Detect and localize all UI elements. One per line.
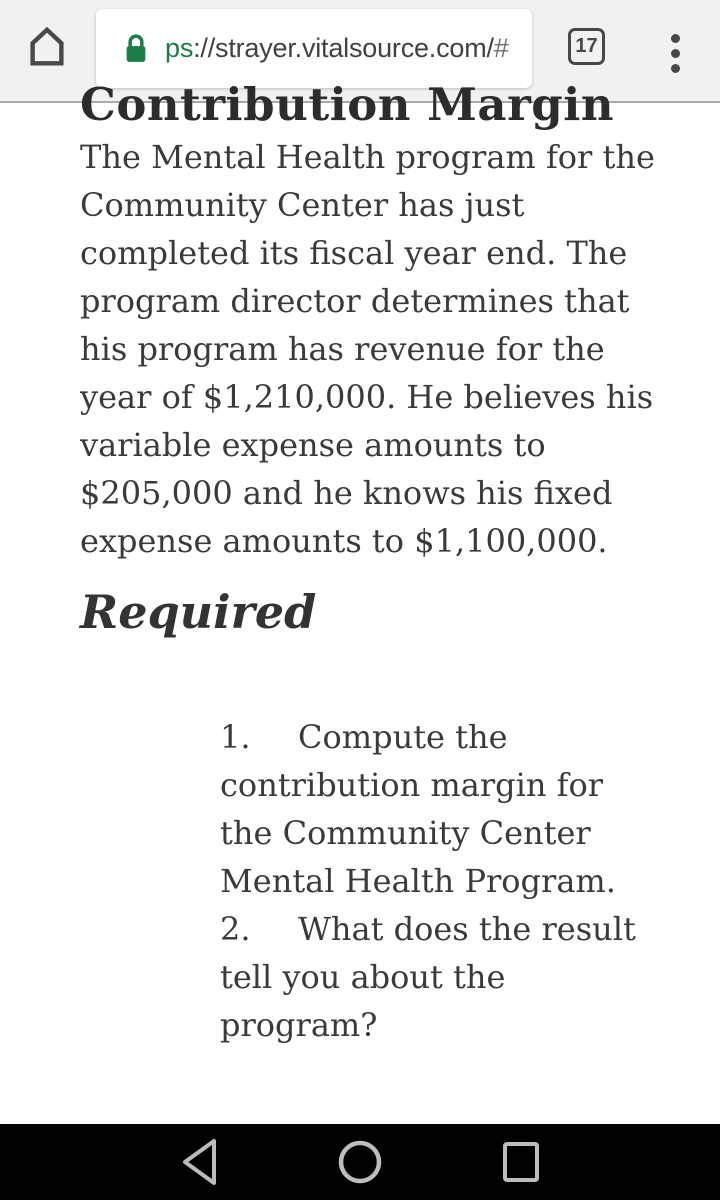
tab-count: 17 — [575, 35, 598, 57]
paragraph-line: variable expense amounts to — [80, 426, 546, 464]
recents-square-icon — [499, 1171, 543, 1188]
paragraph-line: completed its fiscal year end. The — [80, 234, 628, 272]
tab-switcher-button[interactable] — [568, 28, 605, 65]
page-title: Contribution Margin — [80, 78, 615, 131]
question-line: tell you about the — [220, 958, 506, 996]
paragraph-line: year of $1,210,000. He believes his — [80, 378, 654, 416]
question-line: Mental Health Program. — [220, 862, 616, 900]
paragraph-line: The Mental Health program for the — [80, 138, 655, 176]
url-host-path: ://strayer.vitalsource.com/ — [193, 33, 494, 63]
clipped-heading-window — [80, 78, 720, 131]
question-item — [220, 713, 720, 905]
recent-apps-button[interactable] — [499, 1140, 543, 1189]
overflow-menu-button[interactable] — [664, 28, 686, 78]
problem-paragraph — [80, 133, 720, 565]
question-number: 1. — [220, 718, 251, 756]
page-content — [0, 78, 720, 1124]
url-fragment: # — [493, 33, 509, 63]
home-button[interactable] — [22, 22, 72, 76]
home-circle-icon — [336, 1173, 384, 1190]
secure-lock-icon — [122, 32, 150, 66]
question-list — [220, 713, 720, 1049]
url-scheme: ps — [165, 33, 194, 63]
paragraph-line: Community Center has just — [80, 186, 525, 224]
question-line: contribution margin for — [220, 766, 604, 804]
question-line: the Community Center — [220, 814, 591, 852]
paragraph-line: $205,000 and he knows his fixed — [80, 474, 613, 512]
question-text: Compute the — [298, 718, 508, 756]
question-number: 2. — [220, 910, 251, 948]
paragraph-line: program director determines that — [80, 282, 630, 320]
question-text: What does the result — [298, 910, 636, 948]
url-bar[interactable] — [96, 9, 532, 88]
paragraph-line: expense amounts to $1,100,000. — [80, 522, 608, 560]
menu-dot-icon — [671, 34, 680, 43]
paragraph-line: his program has revenue for the — [80, 330, 605, 368]
menu-dot-icon — [671, 49, 680, 58]
required-heading: Required — [80, 585, 317, 639]
android-nav-bar — [0, 1124, 720, 1200]
back-button[interactable] — [178, 1136, 226, 1193]
question-first-line — [220, 905, 720, 953]
question-first-line — [220, 713, 720, 761]
back-triangle-icon — [178, 1175, 226, 1192]
android-home-button[interactable] — [336, 1138, 384, 1191]
home-icon — [24, 23, 70, 76]
menu-dot-icon — [671, 64, 680, 73]
question-item — [220, 905, 720, 1049]
question-line: program? — [220, 1006, 378, 1044]
url-text — [165, 33, 509, 64]
